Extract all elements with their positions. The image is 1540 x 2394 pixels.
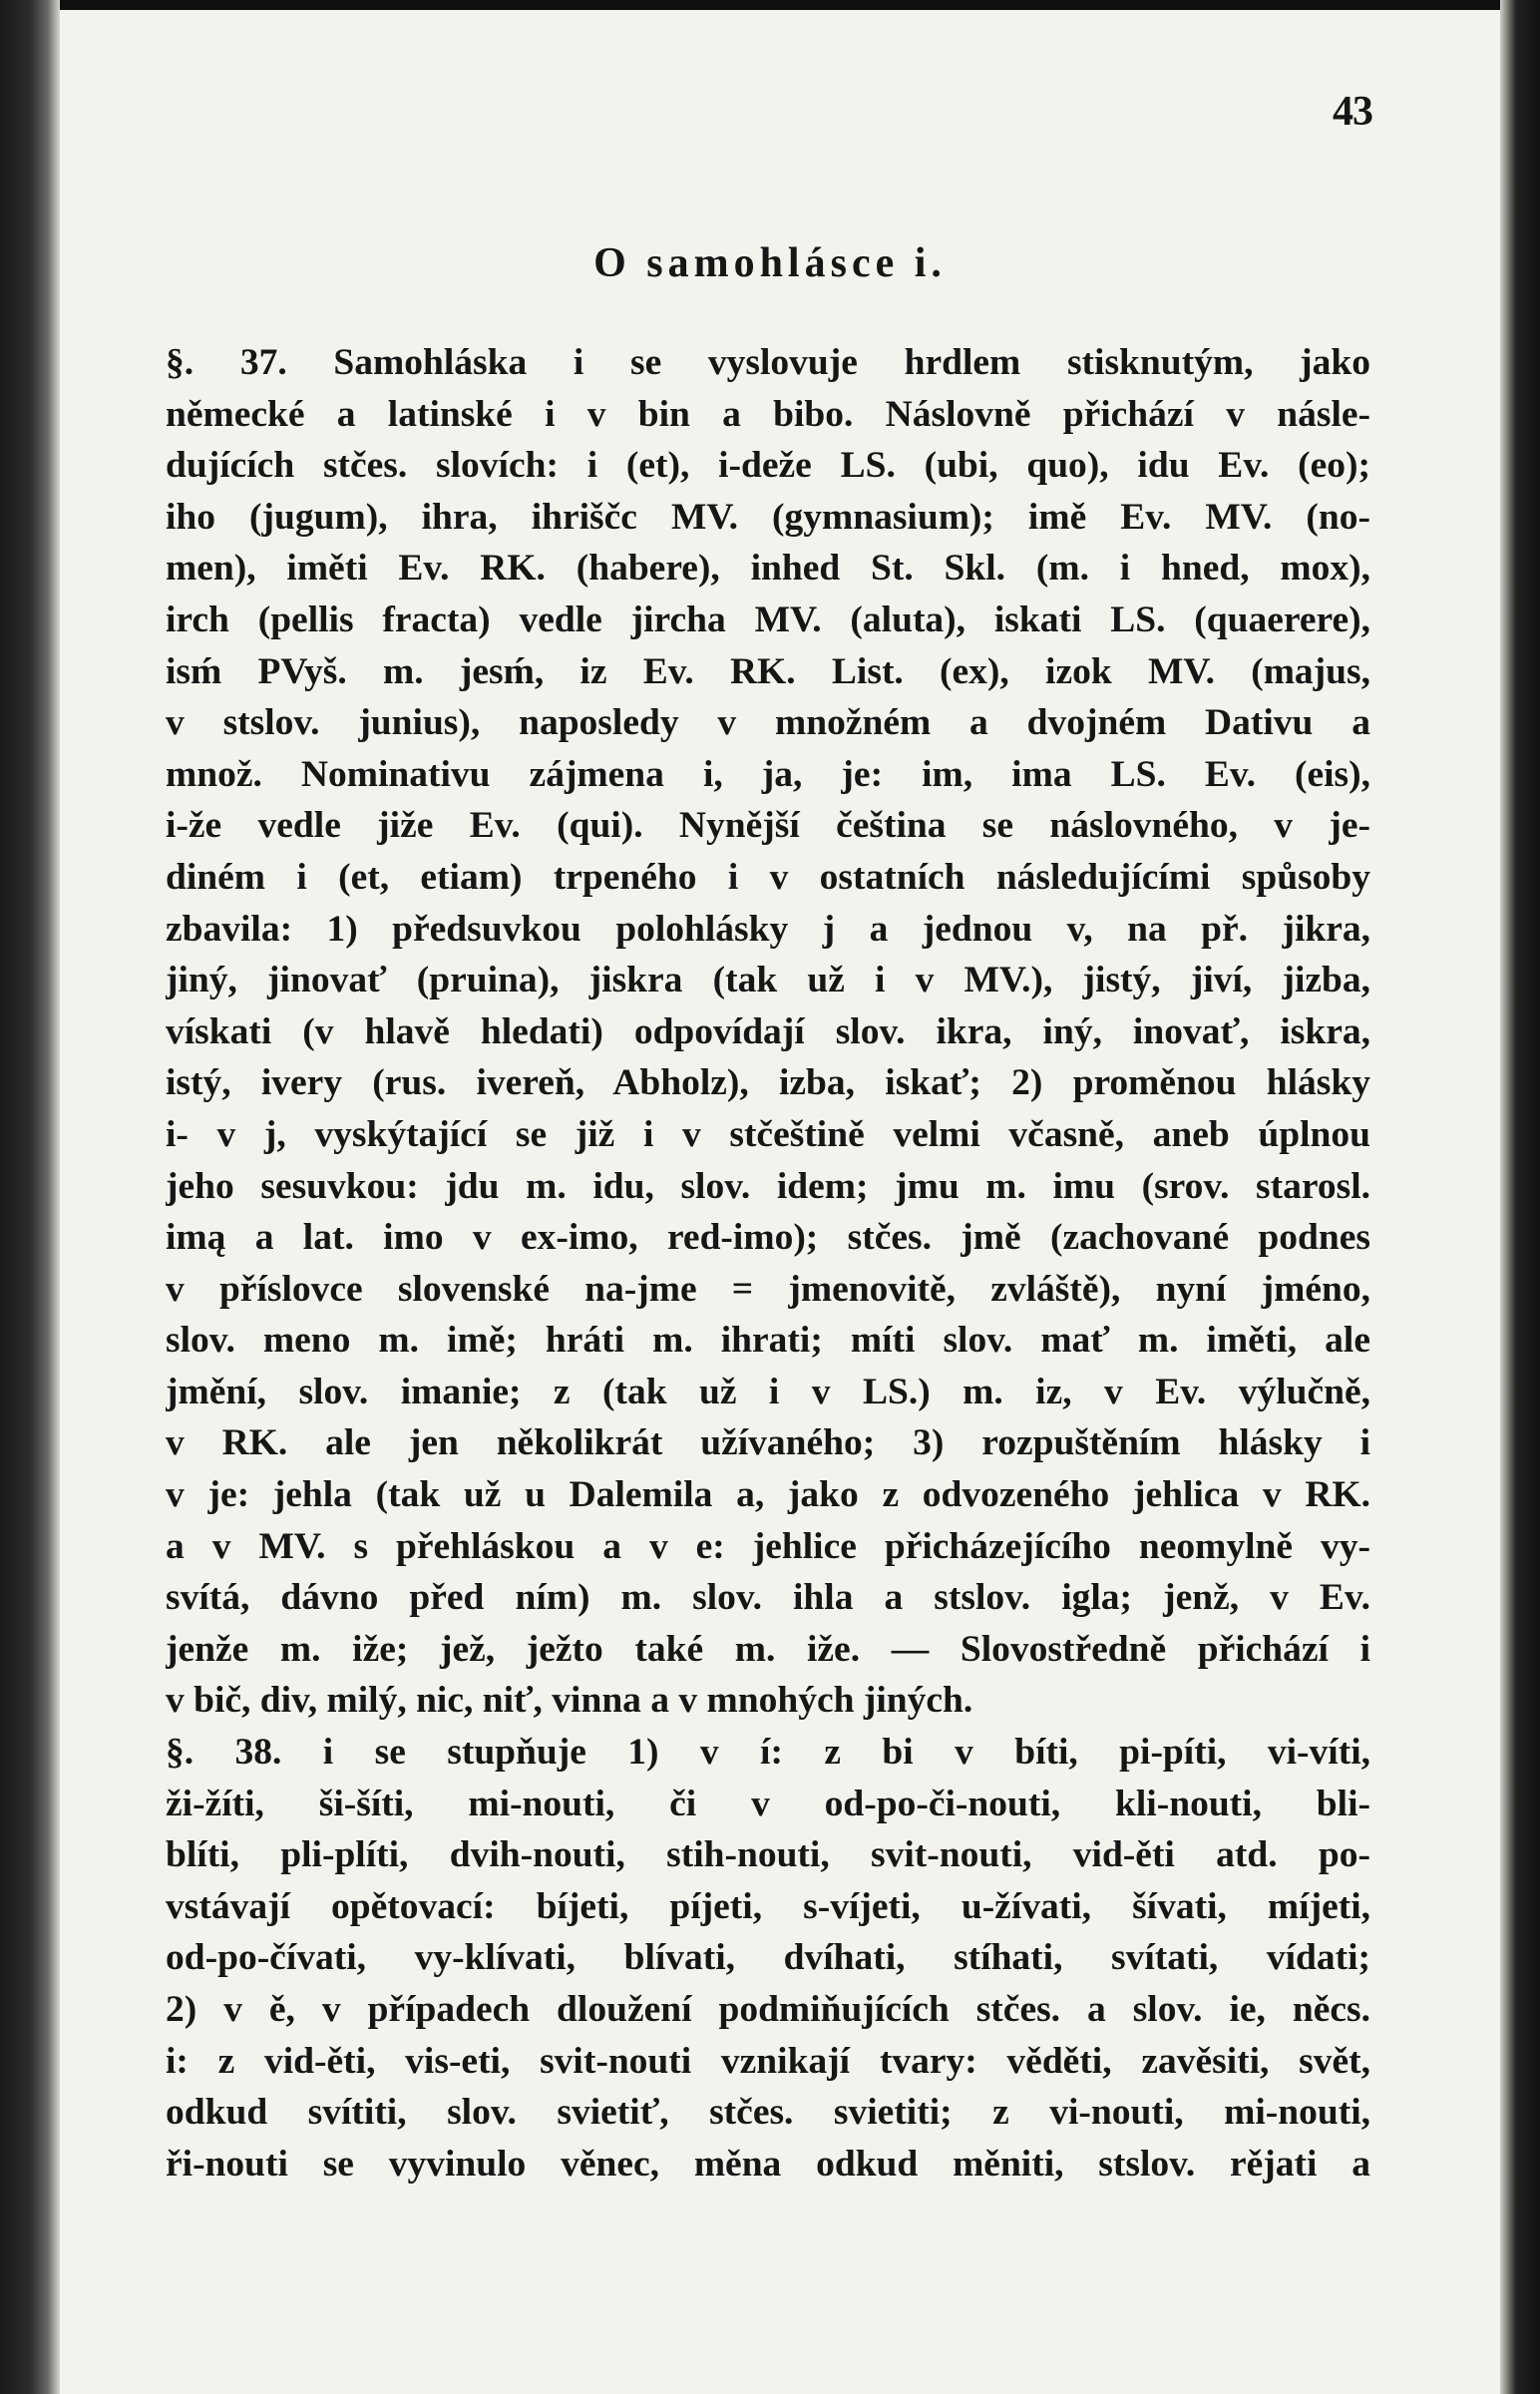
text-line: zbavila: 1) předsuvkou polohlásky j a jednou v, na př. jikra,	[166, 908, 1370, 950]
text-line: jiný, jinovať (pruina), jiskra (tak už i v MV.), jistý, jiví, jizba,	[166, 960, 1370, 1001]
text-line: a v MV. s přehláskou a v e: jehlice přicházejícího neomylně vy-	[166, 1525, 1370, 1567]
text-line: německé a latinské i v bin a bibo. Náslovně přichází v násle-	[166, 393, 1370, 435]
text-line: v stslov. junius), naposledy v množném a dvojném Dativu a	[166, 702, 1370, 744]
text-line: i- v j, vyskýtající se již i v stčeštině velmi včasně, aneb úplnou	[166, 1113, 1370, 1155]
text-line: ži-žíti, ši-šíti, mi-nouti, či v od-po-či-nouti, kli-nouti, bli-	[166, 1783, 1370, 1824]
text-line: od-po-čívati, vy-klívati, blívati, dvíhati, stíhati, svítati, vídati;	[166, 1937, 1370, 1979]
text-line: svítá, dávno před ním) m. slov. ihla a stslov. igla; jenž, v Ev.	[166, 1577, 1370, 1619]
text-line: jenže m. iže; jež, ježto také m. iže. — Slovostředně přichází i	[166, 1628, 1370, 1670]
text-line: v bič, div, milý, nic, niť, vinna a v mnohých jiných.	[166, 1680, 973, 1722]
text-line: množ. Nominativu zájmena i, ja, je: im, ima LS. Ev. (eis),	[166, 753, 1370, 795]
text-line: diném i (et, etiam) trpeného i v ostatních následujícími spůsoby	[166, 856, 1370, 898]
text-line: odkud svítiti, slov. svietiť, stčes. svietiti; z vi-nouti, mi-nouti,	[166, 2092, 1370, 2134]
scan-edge-right	[1500, 0, 1540, 2394]
text-line: imą a lat. imo v ex-imo, red-imo); stčes. jmě (zachované podnes	[166, 1217, 1370, 1259]
text-line: jmění, slov. imanie; z (tak už i v LS.) m. iz, v Ev. výlučně,	[166, 1371, 1370, 1412]
text-line: i: z vid-ěti, vis-eti, svit-nouti vznikají tvary: věděti, zavěsiti, svět,	[166, 2040, 1370, 2082]
scan-edge-top	[0, 0, 1540, 10]
text-line: istý, ivery (rus. ivereň, Abholz), izba, iskať; 2) proměnou hlásky	[166, 1062, 1370, 1104]
text-line: isḿ PVyš. m. jesḿ, iz Ev. RK. List. (ex), izok MV. (majus,	[166, 650, 1370, 692]
text-line: 2) v ě, v případech dloužení podmiňujících stčes. a slov. ie, něcs.	[166, 1989, 1370, 2030]
text-line: blíti, pli-plíti, dvih-nouti, stih-nouti, svit-nouti, vid-ěti atd. po-	[166, 1834, 1370, 1876]
text-line: men), iměti Ev. RK. (habere), inhed St. Skl. (m. i hned, mox),	[166, 548, 1370, 590]
text-line: jeho sesuvkou: jdu m. idu, slov. idem; jmu m. imu (srov. starosl.	[166, 1165, 1370, 1207]
text-line: v příslovce slovenské na-jme = jmenovitě, zvláště), nyní jméno,	[166, 1268, 1370, 1310]
text-line: iho (jugum), ihra, ihriščc MV. (gymnasium); imě Ev. MV. (no-	[166, 496, 1370, 538]
text-line: i-že vedle jiže Ev. (qui). Nynější čeština se náslovného, v je-	[166, 805, 1370, 847]
text-line: vískati (v hlavě hledati) odpovídají slov. ikra, iný, inovať, iskra,	[166, 1010, 1370, 1052]
text-line: §. 37. Samohláska i se vyslovuje hrdlem stisknutým, jako	[166, 342, 1370, 383]
text-line: §. 38. i se stupňuje 1) v í: z bi v bíti, pi-píti, vi-víti,	[166, 1732, 1370, 1774]
scan-edge-left	[0, 0, 60, 2394]
text-line: ři-nouti se vyvinulo věnec, měna odkud měniti, stslov. rějati a	[166, 2143, 1370, 2185]
section-heading: O samohlásce i.	[593, 240, 947, 286]
page-number: 43	[1333, 89, 1372, 135]
text-line: slov. meno m. imě; hráti m. ihrati; míti slov. mať m. iměti, ale	[166, 1320, 1370, 1362]
text-line: v je: jehla (tak už u Dalemila a, jako z odvozeného jehlica v RK.	[166, 1474, 1370, 1516]
text-line: vstávají opětovací: bíjeti, píjeti, s-víjeti, u-žívati, šívati, míjeti,	[166, 1885, 1370, 1927]
body-text	[166, 337, 1370, 2190]
text-line: dujících stčes. slovích: i (et), i-deže LS. (ubi, quo), idu Ev. (eo);	[166, 445, 1370, 487]
text-line: irch (pellis fracta) vedle jircha MV. (aluta), iskati LS. (quaerere),	[166, 598, 1370, 640]
text-line: v RK. ale jen několikrát užívaného; 3) rozpuštěním hlásky i	[166, 1422, 1370, 1464]
